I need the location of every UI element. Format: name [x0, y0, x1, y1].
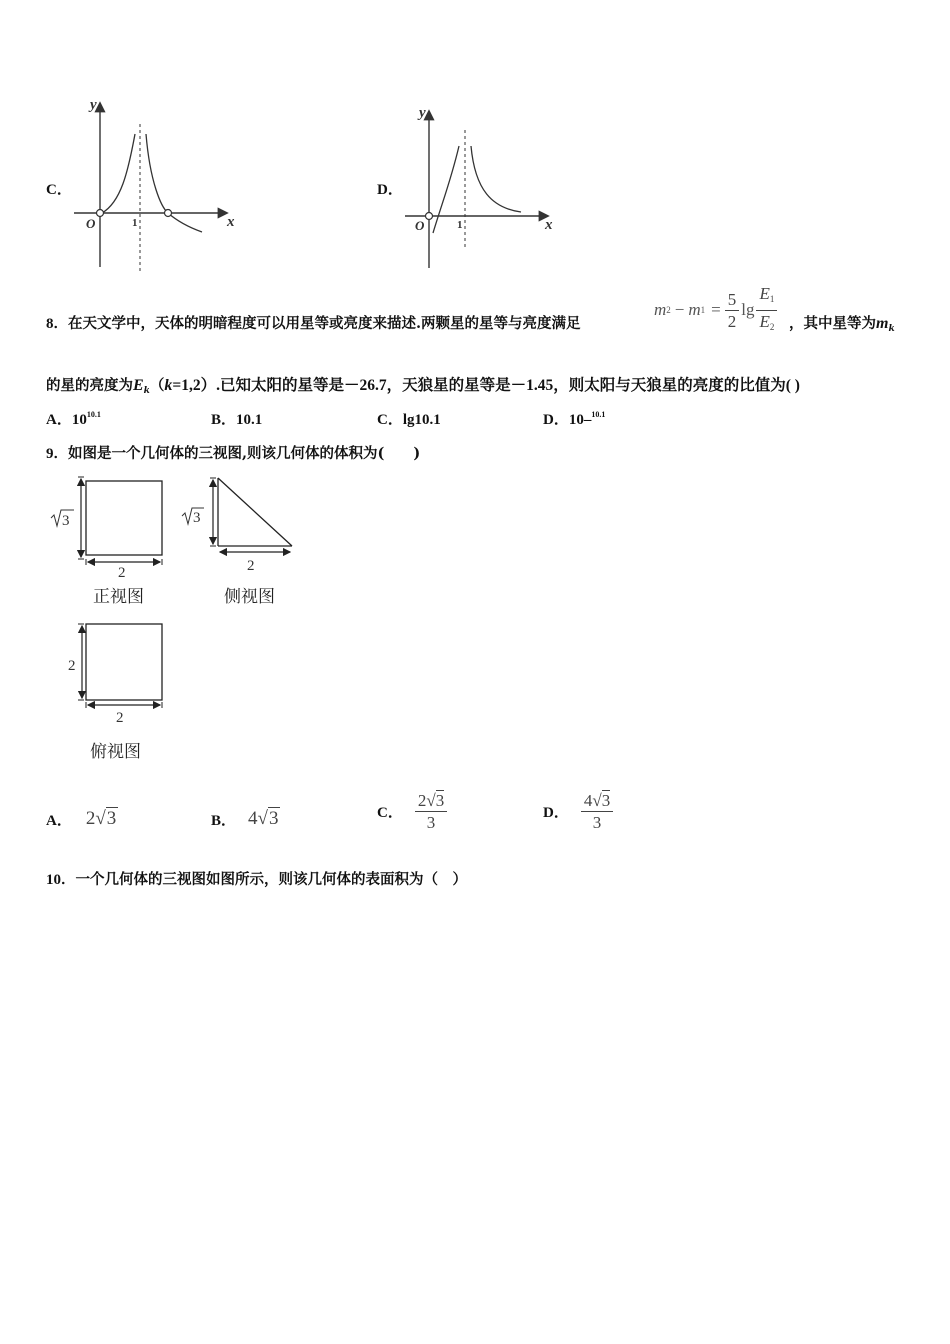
- formula-m1: m: [688, 300, 701, 319]
- side-sqrt3: 3: [193, 510, 201, 526]
- q9-option-d: [543, 786, 615, 836]
- top-two-horizontal: 2: [116, 710, 124, 726]
- frac-den: 2: [727, 311, 737, 331]
- side-two: 2: [247, 558, 255, 574]
- q8-formula: [654, 285, 779, 335]
- q8-a-label: A．: [46, 412, 72, 428]
- q8-line2: [46, 373, 800, 396]
- q8-mk-sub: k: [888, 324, 895, 334]
- formula-m2: m: [654, 300, 667, 319]
- side-view-drawing: [178, 474, 298, 580]
- q9-d-value: $\frac{4√3}{3}$: [581, 792, 613, 831]
- frac-num: 5: [727, 289, 737, 309]
- q7-option-c-label: C．: [46, 182, 72, 198]
- q8-b-val: 10.1: [236, 412, 263, 428]
- q9-c-value: $\frac{2√3}{3}$: [415, 792, 447, 831]
- q8-number: 8: [46, 316, 54, 332]
- q9-b-label: B．: [211, 812, 237, 829]
- q8-line2-b: （: [149, 377, 165, 394]
- q9-d-label: D．: [543, 804, 569, 821]
- q9-c-rad: 3: [435, 790, 445, 810]
- q8-option-a: [46, 408, 101, 429]
- q9-option-c: [377, 786, 449, 836]
- q7-graph-c: [66, 92, 246, 272]
- q8-d-exp: 10.1: [591, 410, 606, 419]
- q9-b-rad: 3: [268, 808, 279, 829]
- q8-b-label: B．: [211, 412, 237, 428]
- formula-e-ratio: [756, 285, 777, 336]
- formula-lg: lg: [741, 300, 755, 319]
- q9-a-coef: 2: [85, 808, 96, 829]
- q10-text: ．一个几何体的三视图如图所示，则该几何体的表面积为（ ）: [61, 871, 467, 888]
- top-view-drawing: [60, 618, 176, 728]
- q8-a-base: 10: [71, 412, 87, 428]
- q8-ek-sub: k: [143, 386, 150, 396]
- q8-line2-a: 的星的亮度为: [46, 377, 133, 394]
- q9-a-value: 2√3: [85, 808, 117, 829]
- front-view-caption: 正视图: [93, 587, 144, 607]
- graph-c-one: 1: [132, 217, 138, 229]
- q8-text-b-line: [789, 312, 895, 334]
- q8-d-base: 10–: [568, 412, 592, 428]
- graph-d-o: O: [415, 218, 425, 233]
- q8-k: k: [164, 377, 173, 394]
- q8-option-c: [377, 408, 441, 429]
- formula-five-halves: [725, 291, 740, 330]
- e1-sub: 1: [769, 293, 775, 304]
- front-two: 2: [118, 565, 126, 580]
- q9-text: ．如图是一个几何体的三视图,则该几何体的体积为( ): [53, 445, 421, 462]
- q8-mk: m: [876, 315, 889, 332]
- top-two-vertical: 2: [68, 658, 76, 674]
- q9-a-rad: 3: [106, 808, 117, 829]
- graph-d-one: 1: [457, 219, 463, 231]
- q9-d-coef: 4: [583, 790, 593, 810]
- q7-graph-d: [397, 100, 567, 272]
- graph-d-x: x: [545, 217, 553, 233]
- formula-s1: 1: [700, 305, 706, 315]
- graph-d-y: y: [419, 105, 426, 121]
- q9-c-coef: 2: [417, 790, 427, 810]
- q9-d-rad: 3: [601, 790, 611, 810]
- q8-ek: E: [133, 377, 144, 394]
- side-view-caption: 侧视图: [224, 587, 275, 607]
- q9-c-den: 3: [426, 812, 436, 832]
- q9-b-value: 4√3: [248, 808, 279, 829]
- q9-c-label: C．: [377, 804, 403, 821]
- front-view-drawing: [46, 474, 176, 580]
- e2: E: [759, 311, 770, 331]
- q10-number: 10: [46, 872, 61, 888]
- q8-line1: [46, 312, 581, 333]
- formula-minus: −: [674, 300, 685, 319]
- formula-s2: 2: [666, 305, 671, 315]
- e2-sub: 2: [769, 321, 775, 332]
- q9-number: 9: [46, 446, 54, 462]
- q8-c-label: C．: [377, 412, 403, 428]
- q8-c-val: lg10.1: [402, 412, 441, 428]
- q8-text-b: ，其中星等为: [789, 315, 876, 332]
- q9-option-a: [46, 808, 118, 830]
- graph-c-x: x: [227, 214, 235, 230]
- top-view-caption: 俯视图: [90, 742, 141, 762]
- graph-c-y: y: [90, 97, 97, 113]
- q8-option-b: [211, 408, 262, 429]
- q9-d-den: 3: [592, 812, 602, 832]
- q8-option-d: [543, 408, 605, 429]
- q8-line2-c: =1,2）.已知太阳的星等是－26.7，天狼星的星等是－1.45，则太阳与天狼星的亮度的比值为( ): [172, 377, 800, 394]
- q10-stem: [46, 868, 467, 889]
- q8-d-label: D．: [543, 412, 569, 428]
- front-sqrt3: 3: [62, 513, 70, 529]
- q9-a-label: A．: [46, 812, 72, 829]
- q9-option-b: [211, 808, 280, 830]
- q8-a-exp: 10.1: [86, 410, 101, 419]
- q9-stem: [46, 442, 420, 463]
- formula-eq: =: [711, 300, 721, 319]
- graph-c-o: O: [86, 216, 96, 231]
- q9-b-coef: 4: [248, 808, 258, 829]
- e1: E: [759, 283, 770, 303]
- q7-option-d-label: D．: [377, 182, 403, 198]
- q8-text-a: ．在天文学中，天体的明暗程度可以用星等或亮度来描述.两颗星的星等与亮度满足: [53, 315, 581, 332]
